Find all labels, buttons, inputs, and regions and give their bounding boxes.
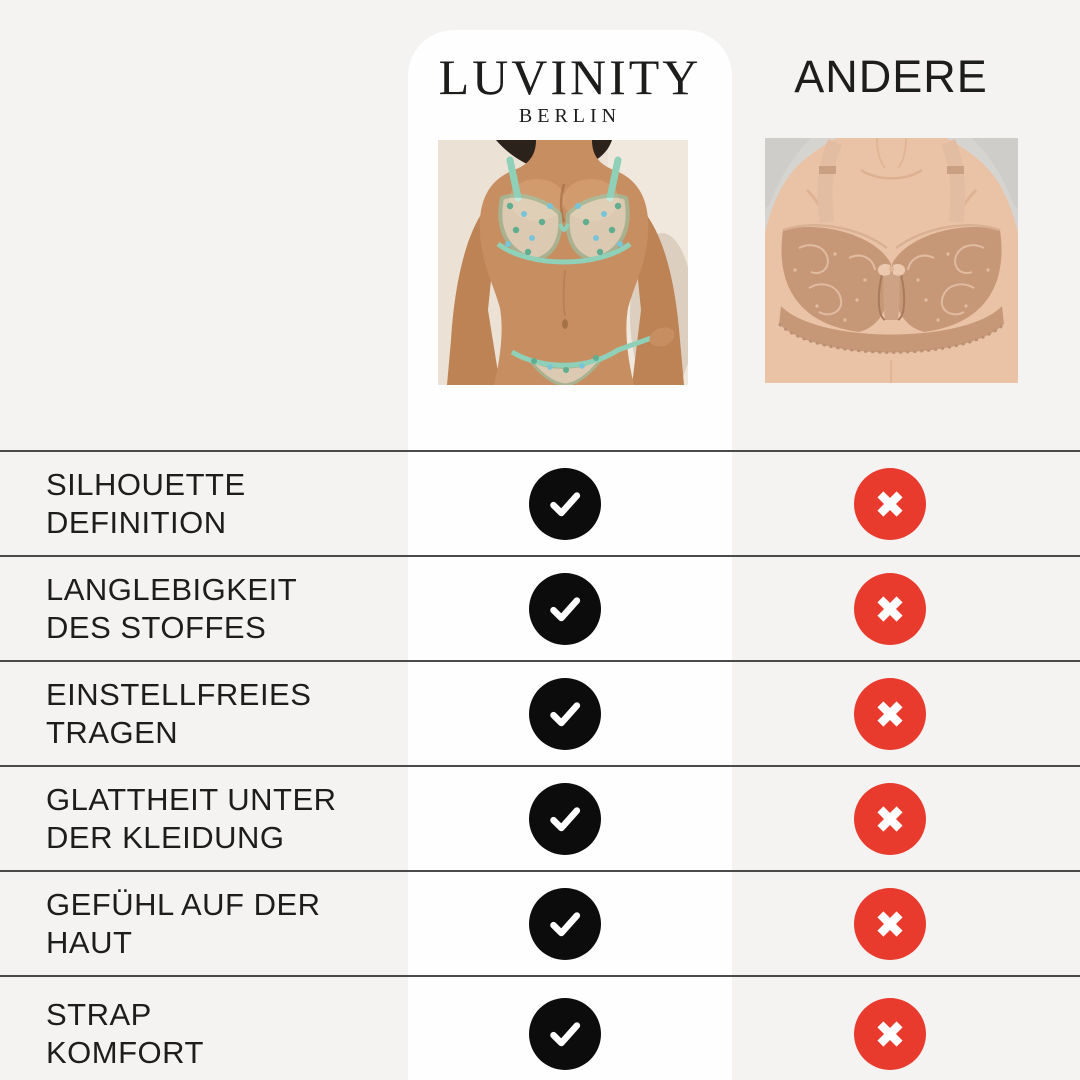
feature-label: GLATTHEIT UNTER DER KLEIDUNG <box>46 781 337 855</box>
check-icon <box>529 888 601 960</box>
table-row <box>0 450 1080 555</box>
competitor-name-text: ANDERE <box>794 51 988 102</box>
cross-icon <box>854 573 926 645</box>
table-row <box>0 765 1080 870</box>
brand-product-photo <box>438 140 688 385</box>
table-row <box>0 870 1080 975</box>
feature-label: STRAP KOMFORT <box>46 996 204 1070</box>
cross-icon <box>854 468 926 540</box>
beige-bra-illustration <box>765 138 1018 383</box>
competitor-product-photo <box>765 138 1018 383</box>
check-icon <box>529 573 601 645</box>
table-row <box>0 975 1080 1080</box>
check-icon <box>529 783 601 855</box>
brand-name-text: LUVINITY <box>438 49 702 105</box>
cross-icon <box>854 998 926 1070</box>
table-row <box>0 555 1080 660</box>
lingerie-set-illustration <box>438 140 688 385</box>
brand-subtitle-text: BERLIN <box>518 105 622 127</box>
feature-label: GEFÜHL AUF DER HAUT <box>46 886 321 960</box>
cross-icon <box>854 678 926 750</box>
check-icon <box>529 468 601 540</box>
feature-label: SILHOUETTE DEFINITION <box>46 466 246 540</box>
feature-label: EINSTELLFREIES TRAGEN <box>46 676 312 750</box>
check-icon <box>529 998 601 1070</box>
cross-icon <box>854 783 926 855</box>
cross-icon <box>854 888 926 960</box>
feature-label: LANGLEBIGKEIT DES STOFFES <box>46 571 298 645</box>
table-row <box>0 660 1080 765</box>
brand-logo <box>408 49 732 128</box>
comparison-table <box>0 450 1080 1080</box>
check-icon <box>529 678 601 750</box>
